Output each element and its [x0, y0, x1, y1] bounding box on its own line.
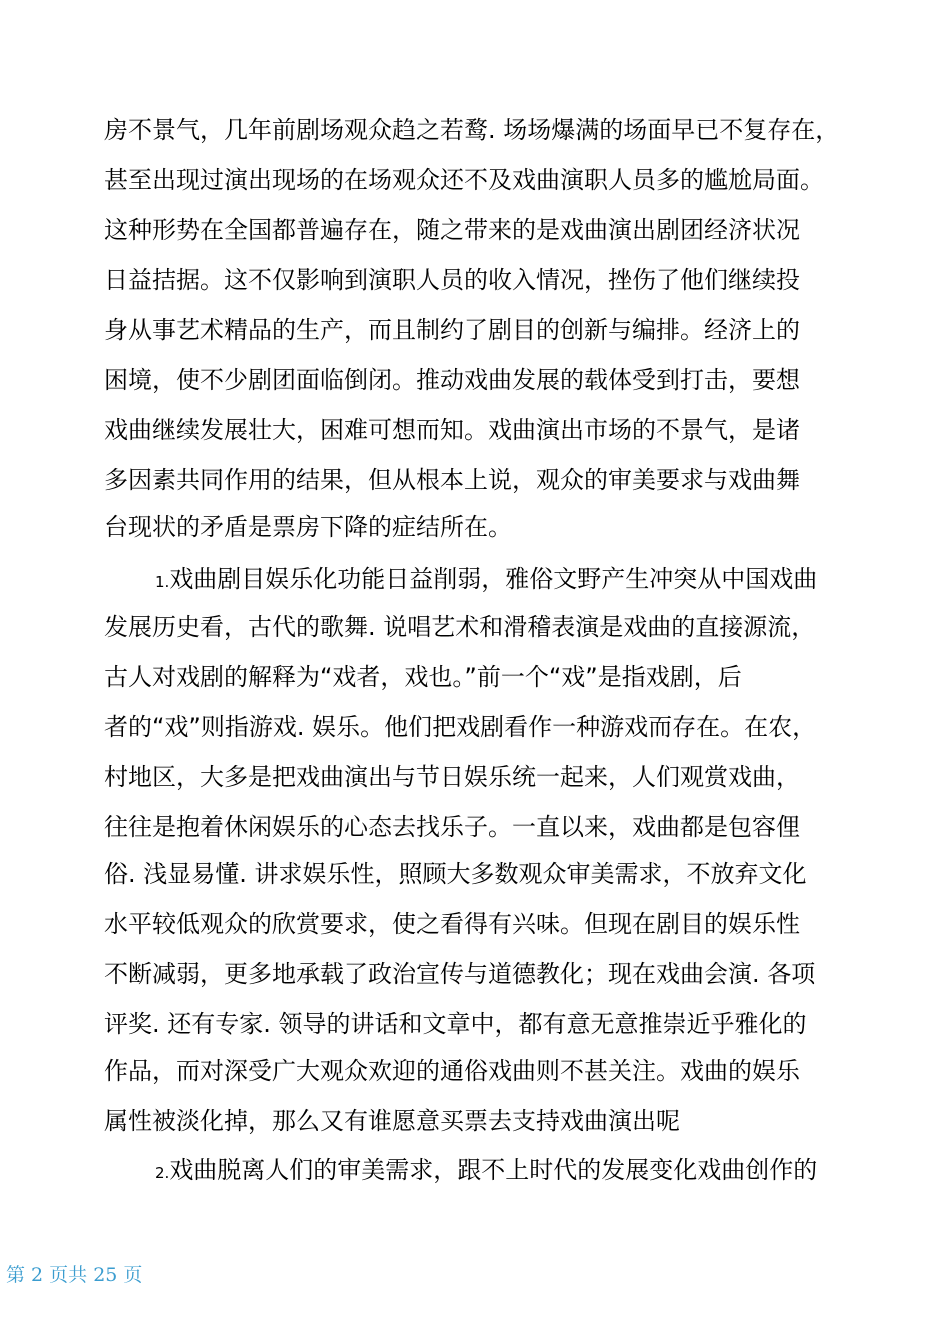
numbered-line: [155, 1155, 817, 1188]
body-line: 发展历史看，古代的歌舞. 说唱艺术和滑稽表演是戏曲的直接源流，: [104, 613, 816, 641]
body-line: 评奖. 还有专家. 领导的讲话和文章中，都有意无意推崇近乎雅化的: [104, 1010, 807, 1038]
numbered-line: [155, 564, 817, 597]
body-line: 这种形势在全国都普遍存在，随之带来的是戏曲演出剧团经济状况: [104, 216, 800, 244]
body-line: 多因素共同作用的结果，但从根本上说，观众的审美要求与戏曲舞: [104, 466, 800, 494]
body-line: 戏曲继续发展壮大，困难可想而知。戏曲演出市场的不景气，是诸: [104, 416, 800, 444]
body-line: 古人对戏剧的解释为“戏者，戏也。”前一个“戏”是指戏剧，后: [104, 663, 742, 691]
body-line: 困境，使不少剧团面临倒闭。推动戏曲发展的载体受到打击，要想: [104, 366, 800, 394]
body-line: 属性被淡化掉，那么又有谁愿意买票去支持戏曲演出呢: [104, 1107, 680, 1135]
body-line: 甚至出现过演出现场的在场观众还不及戏曲演职人员多的尴尬局面。: [104, 166, 824, 194]
body-line-text: 戏曲剧目娱乐化功能日益削弱，雅俗文野产生冲突从中国戏曲: [169, 565, 818, 593]
body-line: 日益拮据。这不仅影响到演职人员的收入情况，挫伤了他们继续投: [104, 266, 800, 294]
body-line: 俗. 浅显易懂. 讲求娱乐性，照顾大多数观众审美需求，不放弃文化: [104, 860, 807, 888]
body-line: 不断减弱，更多地承载了政治宣传与道德教化；现在戏曲会演. 各项: [104, 960, 816, 988]
body-line: 村地区，大多是把戏曲演出与节日娱乐统一起来，人们观赏戏曲，: [104, 763, 800, 791]
body-line: 往往是抱着休闲娱乐的心态去找乐子。一直以来，戏曲都是包容俚: [104, 813, 800, 841]
list-number: 1.: [155, 573, 170, 591]
body-line: 者的“戏”则指游戏. 娱乐。他们把戏剧看作一种游戏而存在。在农，: [104, 713, 817, 741]
body-line-text: 戏曲脱离人们的审美需求，跟不上时代的发展变化戏曲创作的: [169, 1156, 818, 1184]
body-line: 台现状的矛盾是票房下降的症结所在。: [104, 513, 512, 541]
body-line: 身从事艺术精品的生产，而且制约了剧目的创新与编排。经济上的: [104, 316, 800, 344]
page-indicator: 第 2 页共 25 页: [6, 1264, 143, 1286]
body-line: 作品，而对深受广大观众欢迎的通俗戏曲则不甚关注。戏曲的娱乐: [104, 1057, 800, 1085]
body-line: 房不景气，几年前剧场观众趋之若鹜. 场场爆满的场面早已不复存在，: [104, 116, 840, 144]
list-number: 2.: [155, 1164, 170, 1182]
body-line: 水平较低观众的欣赏要求，使之看得有兴味。但现在剧目的娱乐性: [104, 910, 800, 938]
